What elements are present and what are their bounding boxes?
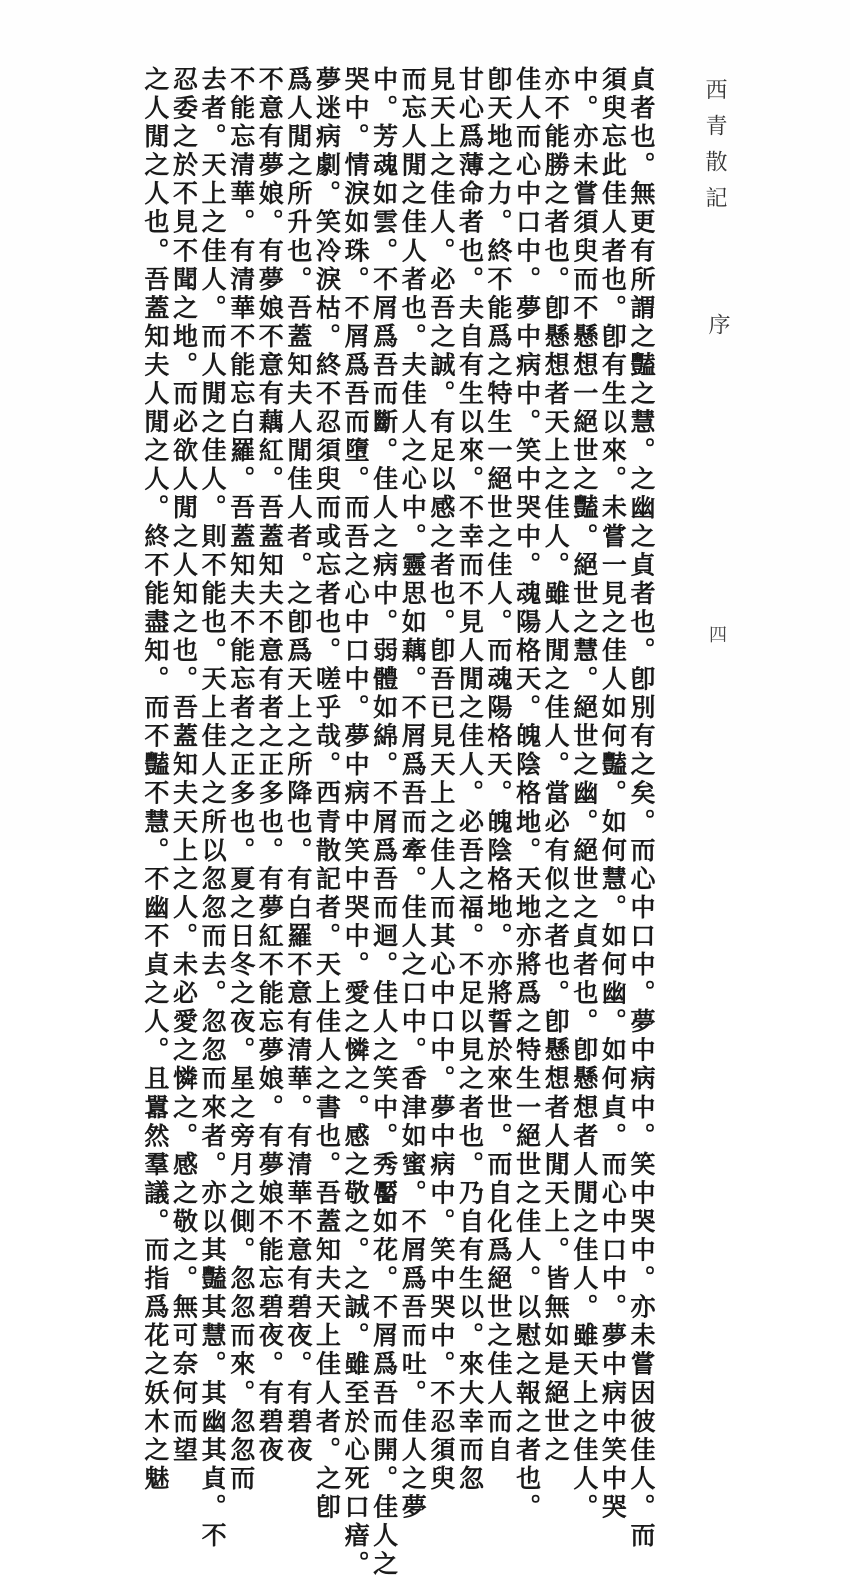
text-column: 不意有夢娘。有夢娘不意有藕紅。吾蓋知夫不意有者之正多也。有夢紅不能忘夢娘。有夢娘不能忘碧夜。有碧夜 [255,66,285,1465]
text-column: 去者。天上之佳人。而人閒之佳人。則不能也。天上佳人之所以忽忽而去。忽忽而來者。亦以其豔其慧。其幽其貞。不 [198,66,228,1551]
text-column: 見天上之佳人。必吾之誠。有足以感之者也。卽吾已見天上之佳人而其心中口中。夢中病中。笑中哭中。不忍須臾 [426,66,456,1494]
text-column: 佳人而心中口中。夢中病中。笑中哭中。魂陽格天。魄陰格地。天地亦將爲之特生一絕世之佳人。以慰之報之者也。 [512,66,542,1523]
section-label: 序 [705,313,730,335]
text-column: 不能忘清華。有清華不能忘白羅。吾蓋知夫不能忘者之正多也。夏之日冬之夜。星之旁月之側。忽忽而來。忽忽而 [226,66,256,1494]
text-column: 須臾忘此佳人者也。卽有生以來。未嘗一見之佳人如何豔。如何慧。如何幽。如何貞。而心中口中。夢中病中笑中哭 [598,66,628,1523]
book-title: 西青散記 [702,78,727,222]
text-column: 而忘人閒之佳人者也。夫佳人之心中。靈思如藕。不屑爲吾而牽。佳人之口中。香津如蜜。不屑爲吾而吐。佳人之夢 [398,66,428,1523]
text-column: 甘心爲薄命者也。夫自有生以來。不幸而不見人閒之佳人。必吾之福。不足以見之者也。乃自有生以。來大幸而忽 [455,66,485,1494]
text-column: 亦不能勝之者也。卽懸想者天上之佳人。雖人閒之佳人。當必有似之者也。卽懸想者人閒天上。皆無如是絕世之 [541,66,571,1465]
text-column: 夢迷病劇。笑冷淚枯。終不忍須臾而或忘者也。嗟乎哉。西青散記者。天上佳人之書也。吾蓋知夫天上佳人者。之卽 [312,66,342,1523]
text-column: 中。芳魂如雲。不屑爲吾而斷。佳人之病中。弱體如綿。不屑爲吾而迴。佳人之笑中。秀靨如花。不屑爲吾而開。佳人之 [369,66,399,1579]
text-column: 貞者也。無更有所謂之豔之慧。之幽之貞者也。卽別有之矣。而心中口中。夢中病中。笑中哭中。亦未嘗因彼佳人。而 [627,66,656,1551]
text-column: 爲人閒之所升也。吾蓋知夫人閒佳人者。之卽爲天上之所降也。有白羅不意有清華。有清華不意有碧夜。有碧夜 [283,66,313,1465]
text-column: 忍委之於不見不聞之地。而必欲人閒之人知之也。吾蓋知夫天上之人。未必愛之憐之。感之敬之。無可奈何而望 [169,66,199,1465]
body-text [140,66,656,1579]
text-column: 中。亦未嘗須臾而不懸想一絕世之豔。絕世之慧。絕世之幽。絕世之貞者也。卽懸想者人閒之佳人。雖天上之佳人。 [569,66,599,1523]
text-column: 之人閒之人也。吾蓋知夫人閒之人。終不能盡知。而不豔不慧。不幽不貞之人。且囂然羣議。而指爲花之妖木之魅 [140,66,170,1494]
text-column: 卽天地之力。終不能爲之特生一絕世之佳人。而魂陽格天。魄陰格地。亦將誓於來世。而自化爲絕世之佳人而自 [484,66,514,1465]
running-header [700,78,730,798]
text-column: 哭中。情淚如珠。不屑爲吾而墮。而吾之心中口中。夢中病中笑中哭中。愛之憐之。感之敬之。之誠。雖至於心死口瘖。 [341,66,371,1579]
page-number: 四 [706,625,727,643]
